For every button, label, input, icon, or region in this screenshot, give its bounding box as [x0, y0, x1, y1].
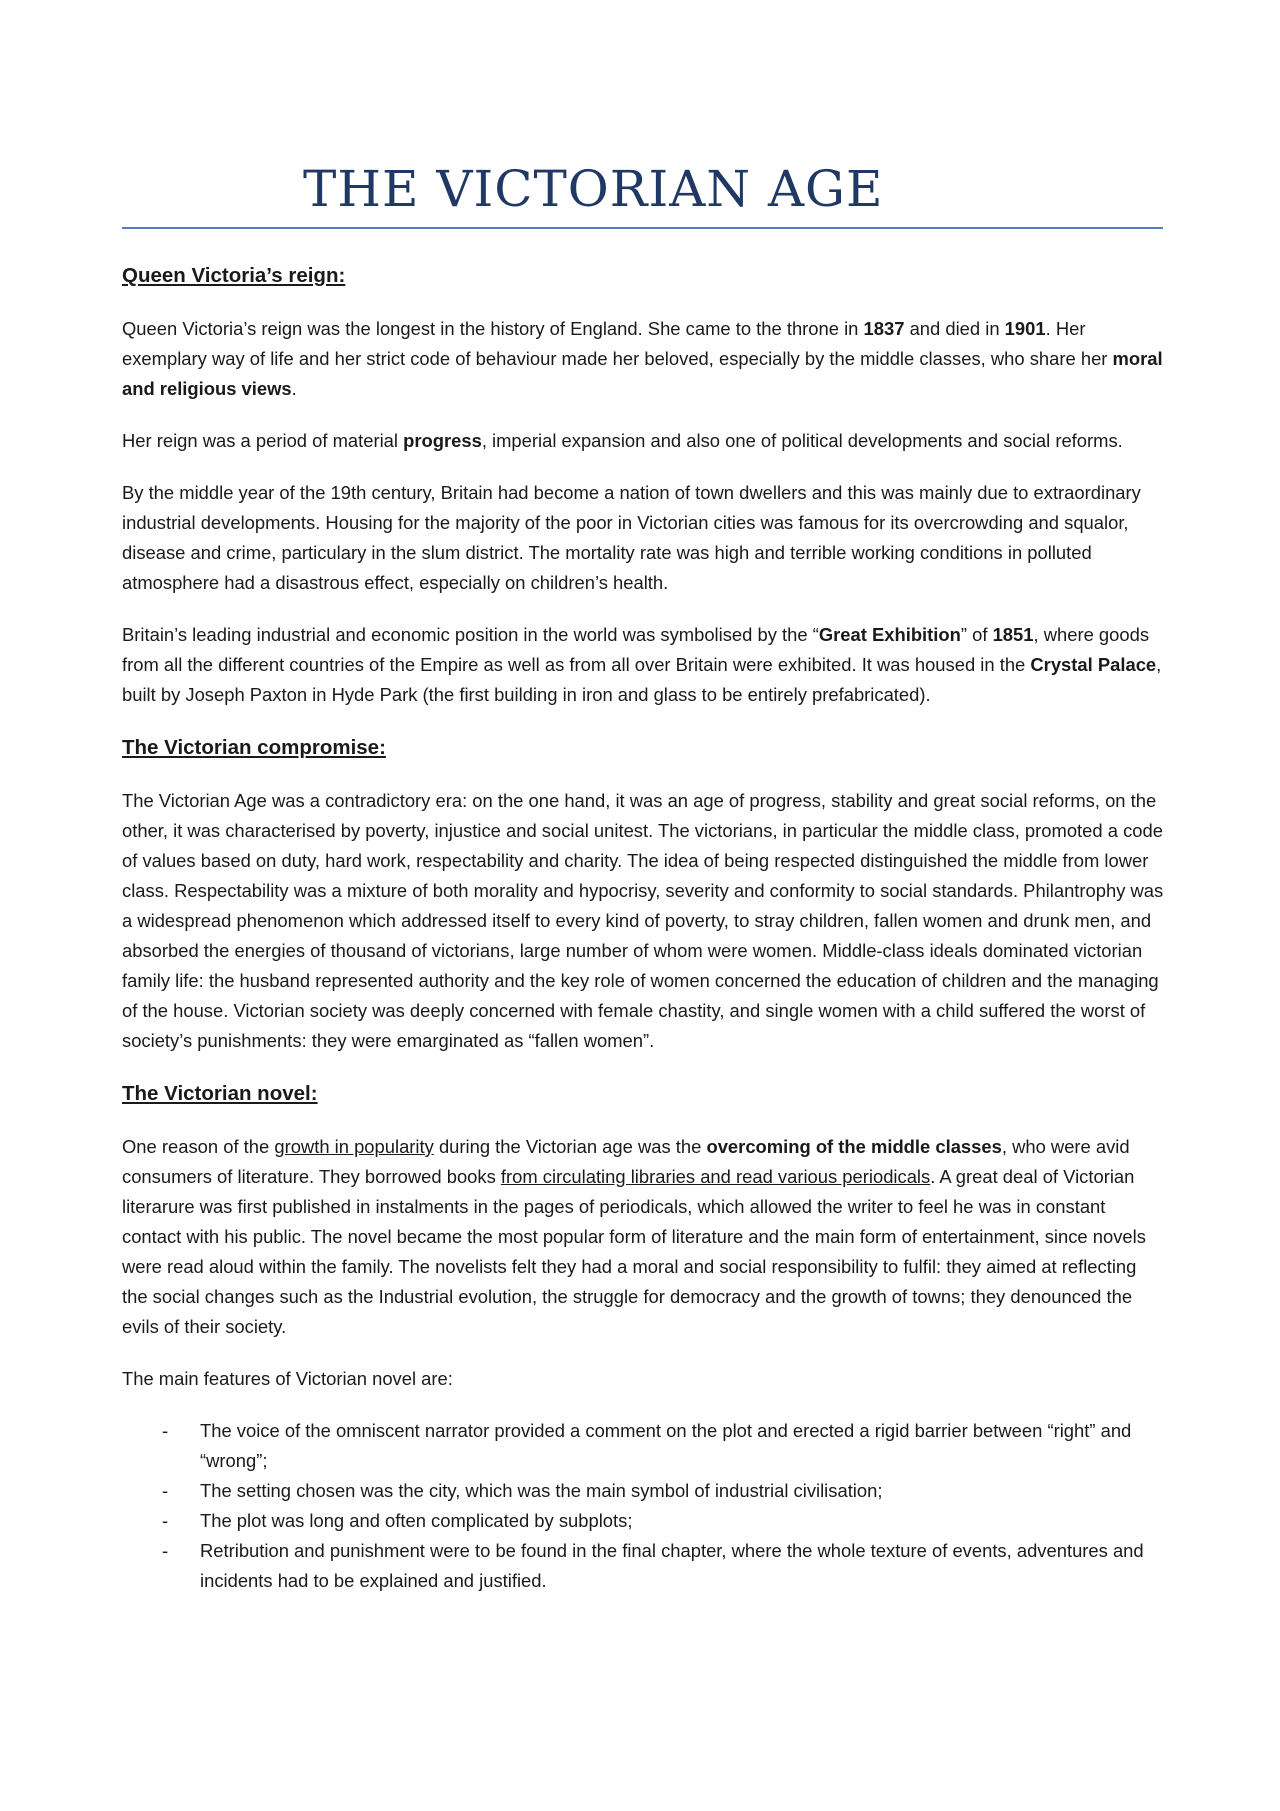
list-item — [122, 1476, 1167, 1506]
document-body — [122, 260, 1167, 1596]
bold-text: Great Exhibition — [818, 624, 961, 645]
features-list — [122, 1416, 1167, 1596]
list-marker: - — [162, 1420, 169, 1441]
text-run: and died in — [904, 318, 1005, 339]
list-item-text: The setting chosen was the city, which was the main symbol of industrial civilisation; — [200, 1480, 883, 1501]
text-run: ” of — [960, 624, 993, 645]
paragraph-compromise-1: The Victorian Age was a contradictory era: on the one hand, it was an age of progress, stability and great social reforms, on the other, it was characterised by poverty, injustice and social unitest. The victorians, in particular the middle class, promoted a code of values based on duty, hard work, respectability and charity. The idea of being respected distinguished the middle from lower class. Respectability was a mixture of both morality and hypocrisy, severity and conformity to social standards. Philantrophy was a widespread phenomenon which addressed itself to every kind of poverty, to stray children, fallen women and drunk men, and absorbed the energies of thousand of victorians, large number of whom were women. Middle-class ideals dominated victorian family life: the husband represented authority and the key role of women concerned the education of children and the managing of the house. Victorian society was deeply concerned with female chastity, and single women with a child suffered the worst of society’s punishments: they were emarginated as “fallen women”. — [122, 790, 1164, 1051]
list-marker: - — [162, 1510, 169, 1531]
bold-text: 1851 — [992, 624, 1034, 645]
paragraph-reign-1 — [122, 314, 1167, 404]
bold-text: moral and religious views — [122, 348, 1163, 399]
text-run: Britain’s leading industrial and economic position in the world was symbolised by the “ — [122, 624, 819, 645]
text-run: , built by Joseph Paxton in Hyde Park (the first building in iron and glass to be entirely prefabricated). — [122, 654, 1162, 705]
text-run: , where goods from all the different countries of the Empire as well as from all over Britain were exhibited. It was housed in the — [122, 624, 1150, 675]
list-item — [122, 1506, 1167, 1536]
bold-text: Crystal Palace — [1030, 654, 1157, 675]
bold-text: 1901 — [1004, 318, 1046, 339]
list-marker: - — [162, 1540, 169, 1561]
paragraph-novel-2: The main features of Victorian novel are: — [122, 1368, 453, 1389]
list-item-text: The plot was long and often complicated by subplots; — [200, 1510, 633, 1531]
list-marker: - — [162, 1480, 169, 1501]
text-run: , imperial expansion and also one of political developments and social reforms. — [481, 430, 1123, 451]
bold-text: overcoming of the middle classes — [706, 1136, 1002, 1157]
list-item-text: The voice of the omniscent narrator provided a comment on the plot and erected a rigid barrier between “right” and “wrong”; — [200, 1420, 1132, 1471]
underlined-text: from circulating libraries and read various periodicals — [500, 1166, 931, 1187]
paragraph-reign-4 — [122, 620, 1167, 710]
text-run: Her reign was a period of material — [122, 430, 404, 451]
underlined-text: growth in popularity — [274, 1136, 434, 1157]
section-heading-novel: The Victorian novel: — [122, 1082, 318, 1105]
title-underline-divider — [122, 227, 1163, 229]
text-run: Queen Victoria’s reign was the longest in the history of England. She came to the throne in — [122, 318, 864, 339]
paragraph-novel-1 — [122, 1132, 1167, 1342]
list-item — [122, 1416, 1167, 1476]
text-run: . A great deal of Victorian literarure was first published in instalments in the pages of periodicals, which allowed the writer to feel he was in constant contact with his public. The novel became the most popular form of literature and the main form of entertainment, since novels were read aloud within the family. The novelists felt they had a moral and social responsibility to fulfil: they aimed at reflecting the social changes such as the Industrial evolution, the struggle for democracy and the growth of towns; they denounced the evils of their society. — [122, 1166, 1146, 1337]
bold-text: 1837 — [863, 318, 905, 339]
list-item — [122, 1536, 1167, 1596]
bold-text: progress — [403, 430, 482, 451]
paragraph-reign-2 — [122, 426, 1167, 456]
text-run: . — [291, 378, 297, 399]
text-run: during the Victorian age was the — [433, 1136, 707, 1157]
text-run: . Her exemplary way of life and her strict code of behaviour made her beloved, especially by the middle classes, who share her — [122, 318, 1113, 369]
list-item-text: Retribution and punishment were to be found in the final chapter, where the whole texture of events, adventures and incidents had to be explained and justified. — [200, 1540, 1144, 1591]
page-title: THE VICTORIAN AGE — [303, 160, 884, 218]
text-run: One reason of the — [122, 1136, 275, 1157]
section-heading-reign: Queen Victoria’s reign: — [122, 264, 346, 287]
section-heading-compromise: The Victorian compromise: — [122, 736, 386, 759]
text-run: , who were avid consumers of literature. They borrowed books — [122, 1136, 1130, 1187]
paragraph-reign-3: By the middle year of the 19th century, Britain had become a nation of town dwellers and this was mainly due to extraordinary industrial developments. Housing for the majority of the poor in Victorian cities was famous for its overcrowding and squalor, disease and crime, particulary in the slum district. The mortality rate was high and terrible working conditions in polluted atmosphere had a disastrous effect, especially on children’s health. — [122, 482, 1141, 593]
